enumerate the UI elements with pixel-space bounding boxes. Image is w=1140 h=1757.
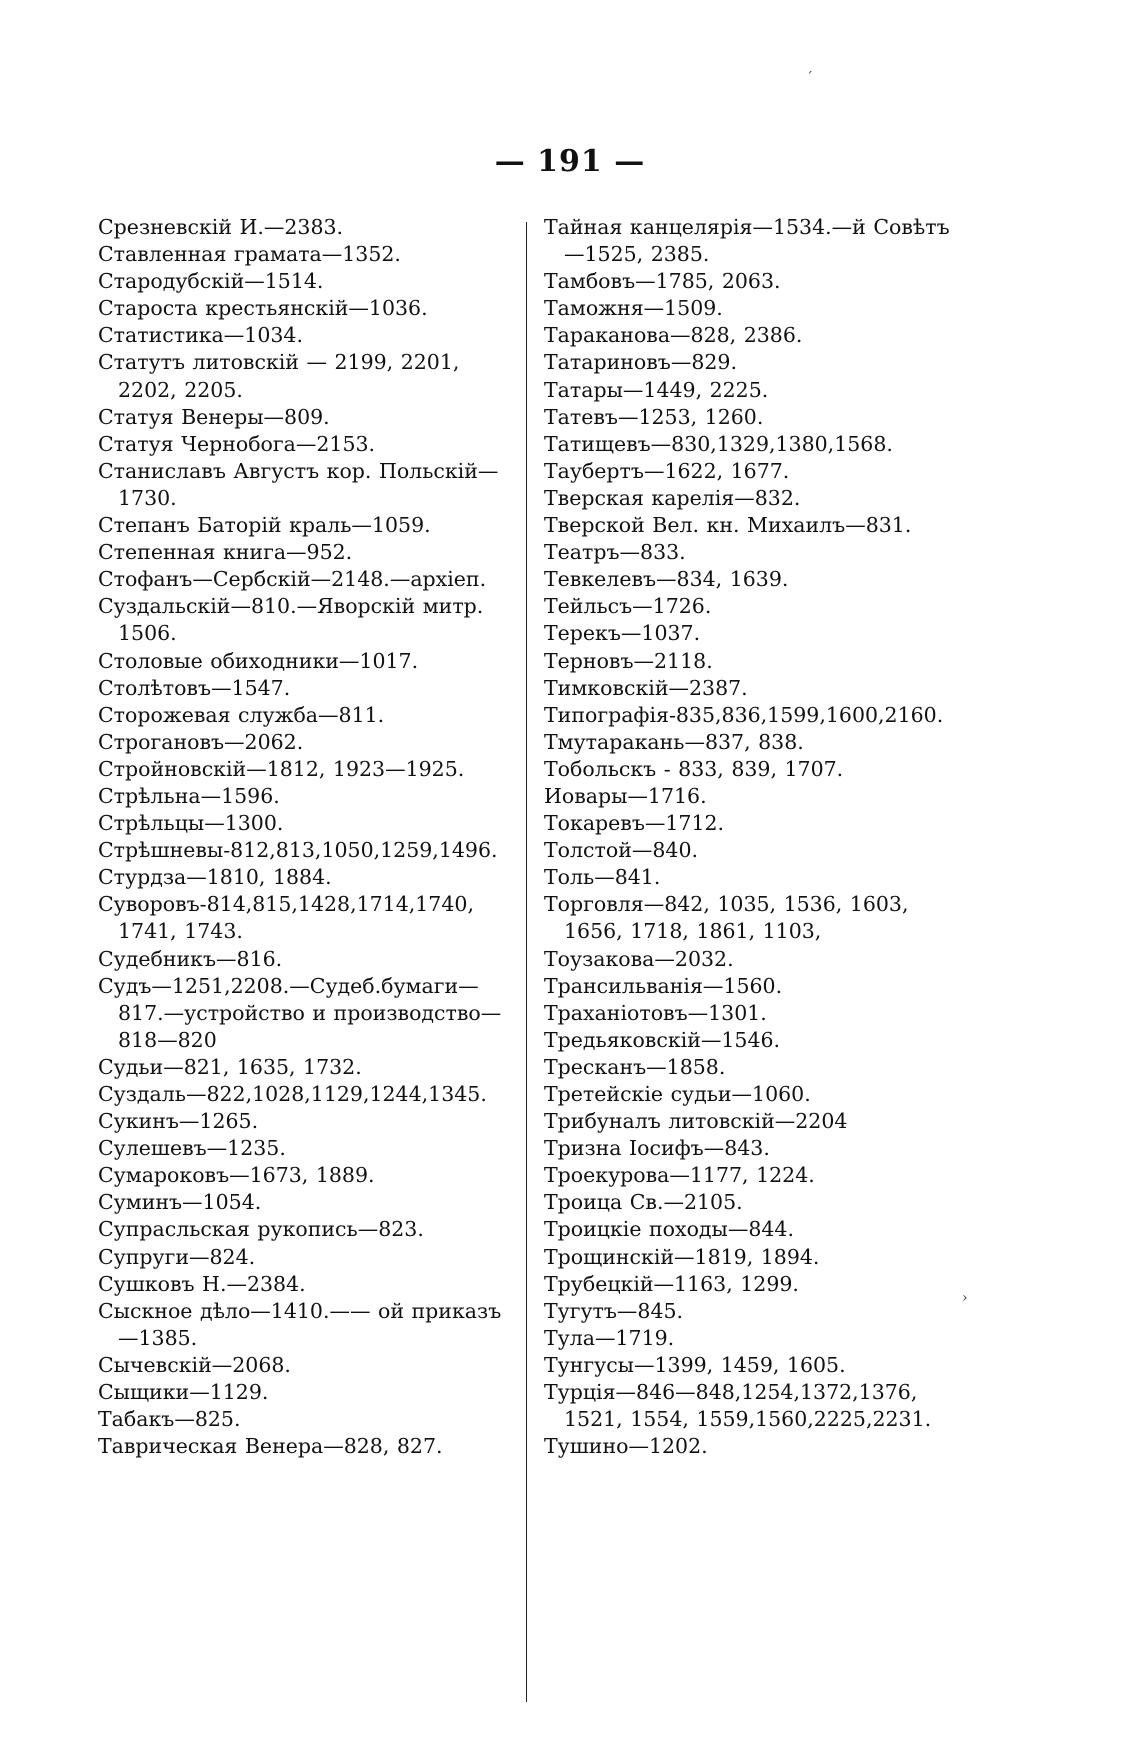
index-entry: Третейскіе судьи—1060. xyxy=(544,1082,811,1106)
index-entry: Таврическая Венера—828, 827. xyxy=(98,1434,443,1459)
index-column-left xyxy=(98,214,513,1460)
index-entry: Тунгусы—1399, 1459, 1605. xyxy=(544,1352,846,1377)
index-entry: Суворовъ-814,815,1428,1714,1740, 1741, 1743. xyxy=(98,892,474,944)
index-entry: Типографія-835,836,1599,1600,2160. xyxy=(544,702,944,727)
index-entry: Тобольскъ - 833, 839, 1707. xyxy=(544,756,844,781)
index-entry: Срезневскій И.—2383. xyxy=(98,215,344,239)
index-entry: Трансильванія—1560. xyxy=(544,973,783,998)
index-entry: Тверская карелія—832. xyxy=(544,485,801,510)
index-entry: Трубецкій—1163, 1299. xyxy=(544,1271,799,1296)
index-entry: Статутъ литовскій — 2199, 2201, 2202, 2205. xyxy=(98,350,460,402)
scan-speck: › xyxy=(962,1290,968,1306)
index-entry: Станиславъ Августъ кор. Польскій—1730. xyxy=(98,458,499,510)
index-entry: Тверской Вел. кн. Михаилъ—831. xyxy=(544,513,912,538)
index-entry: Татевъ—1253, 1260. xyxy=(544,404,764,429)
index-entry: Суздальскій—810.—Яворскій митр. 1506. xyxy=(98,594,484,646)
index-entry: Татариновъ—829. xyxy=(544,350,737,375)
index-entry: Терновъ—2118. xyxy=(544,648,713,673)
scan-speck: ˊ xyxy=(806,70,813,86)
index-entry: Стрѣшневы-812,813,1050,1259,1496. xyxy=(98,838,498,863)
index-entry: Тризна Іосифъ—843. xyxy=(544,1136,770,1161)
index-entry: Тресканъ—1858. xyxy=(544,1054,726,1079)
column-divider xyxy=(526,222,527,1702)
index-entry: Стародубскій—1514. xyxy=(98,269,324,294)
index-entry: Траханіотовъ—1301. xyxy=(544,1000,767,1025)
index-entry: Трибуналъ литовскій—2204 xyxy=(544,1109,848,1134)
index-entry: Сторожевая служба—811. xyxy=(98,702,385,727)
index-entry: Терекъ—1037. xyxy=(544,621,701,646)
index-entry: Столовые обиходники—1017. xyxy=(98,648,419,673)
index-entry: Ставленная грамата—1352. xyxy=(98,242,401,267)
index-entry: Сыщики—1129. xyxy=(98,1380,269,1405)
index-entry: Тула—1719. xyxy=(544,1325,675,1350)
index-entry: Тараканова—828, 2386. xyxy=(544,323,803,348)
index-entry: Торговля—842, 1035, 1536, 1603, 1656, 1718, 1861, 1103, xyxy=(544,892,909,944)
index-entry: Таможня—1509. xyxy=(544,296,723,321)
index-entry: Стофанъ—Сербскій—2148.—архіеп. xyxy=(98,567,487,592)
index-entry: Трощинскій—1819, 1894. xyxy=(544,1244,820,1269)
index-entry: Тушино—1202. xyxy=(544,1434,708,1459)
index-entry: Токаревъ—1712. xyxy=(544,811,725,836)
index-entry: Театръ—833. xyxy=(544,540,686,565)
index-entry: Староста крестьянскій—1036. xyxy=(98,296,428,321)
index-entry: Тредьяковскій—1546. xyxy=(544,1027,781,1052)
index-entry: Тугутъ—845. xyxy=(544,1298,684,1323)
index-entry: Турція—846—848,1254,1372,1376, 1521, 1554, 1559,1560,2225,2231. xyxy=(544,1380,932,1432)
index-column-right xyxy=(544,214,964,1460)
index-entry: Таубертъ—1622, 1677. xyxy=(544,458,790,483)
index-entry: Сумароковъ—1673, 1889. xyxy=(98,1163,375,1188)
index-entry: Сушковъ Н.—2384. xyxy=(98,1271,306,1296)
index-entry: Троицкіе походы—844. xyxy=(544,1217,794,1242)
index-entry: Суздаль—822,1028,1129,1244,1345. xyxy=(98,1082,487,1106)
index-entry: Стрѣльна—1596. xyxy=(98,783,280,808)
index-entry: Стурдза—1810, 1884. xyxy=(98,865,332,890)
index-entry: Тамбовъ—1785, 2063. xyxy=(544,269,781,294)
index-entry: Сукинъ—1265. xyxy=(98,1109,259,1134)
index-entry: Тейльсъ—1726. xyxy=(544,594,712,619)
index-entry: Столѣтовъ—1547. xyxy=(98,675,291,700)
index-entry: Толь—841. xyxy=(544,865,661,890)
index-entry: Сулешевъ—1235. xyxy=(98,1136,286,1161)
index-entry: Тмутаракань—837, 838. xyxy=(544,729,804,754)
index-entry: Тоузакова—2032. xyxy=(544,946,734,971)
index-entry: Тайная канцелярія—1534.—й Совѣтъ—1525, 2385. xyxy=(544,215,950,267)
index-entry: Суминъ—1054. xyxy=(98,1190,262,1215)
index-entry: Иовары—1716. xyxy=(544,783,707,808)
page-number: — 191 — xyxy=(494,144,646,179)
index-entry: Супрасльская рукопись—823. xyxy=(98,1217,424,1242)
index-entry: Степенная книга—952. xyxy=(98,540,353,565)
index-entry: Тимковскій—2387. xyxy=(544,675,748,700)
index-entry: Татищевъ—830,1329,1380,1568. xyxy=(544,431,893,456)
index-entry: Толстой—840. xyxy=(544,838,699,863)
index-entry: Сыскное дѣло—1410.—— ой приказъ—1385. xyxy=(98,1298,502,1350)
index-entry: Судъ—1251,2208.—Судеб.бумаги—817.—устройство и производство—818—820 xyxy=(98,973,502,1052)
index-entry: Статуя Венеры—809. xyxy=(98,404,330,429)
index-entry: Строгановъ—2062. xyxy=(98,729,304,754)
index-entry: Судьи—821, 1635, 1732. xyxy=(98,1054,362,1079)
index-entry: Статуя Чернобога—2153. xyxy=(98,431,376,456)
index-entry: Троица Св.—2105. xyxy=(544,1190,743,1215)
index-entry: Супруги—824. xyxy=(98,1244,256,1269)
index-entry: Табакъ—825. xyxy=(98,1407,241,1432)
index-entry: Статистика—1034. xyxy=(98,323,303,348)
index-entry: Татары—1449, 2225. xyxy=(544,377,769,402)
index-entry: Стрѣльцы—1300. xyxy=(98,811,284,836)
index-entry: Степанъ Баторій краль—1059. xyxy=(98,513,431,538)
index-entry: Судебникъ—816. xyxy=(98,946,283,971)
index-entry: Тевкелевъ—834, 1639. xyxy=(544,567,789,592)
index-entry: Сычевскій—2068. xyxy=(98,1352,291,1377)
index-entry: Троекурова—1177, 1224. xyxy=(544,1163,815,1188)
index-entry: Стройновскій—1812, 1923—1925. xyxy=(98,756,465,781)
